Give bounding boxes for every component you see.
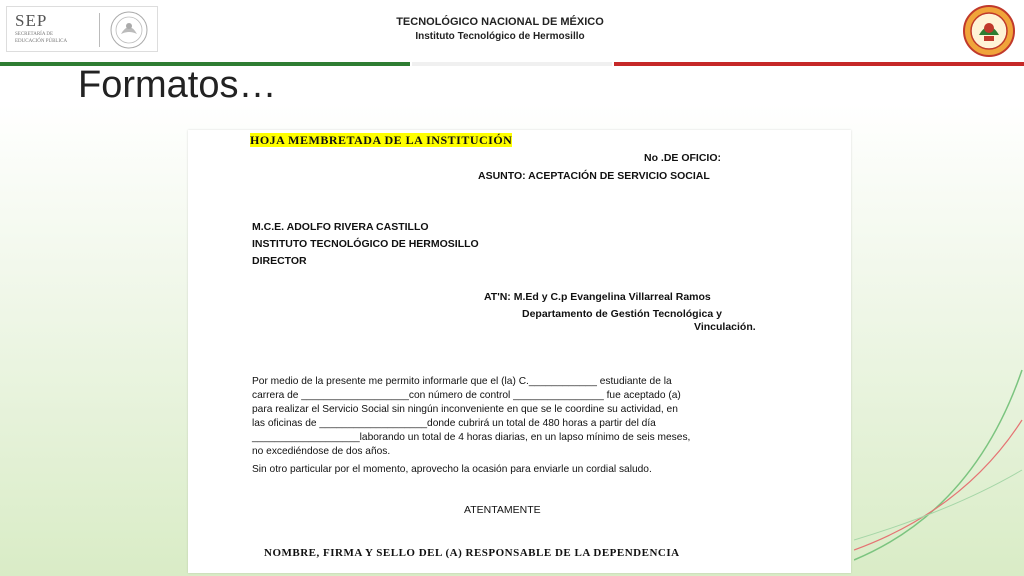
body-line-5: ___________________laborando un total de 4 horas diarias, en un lapso mínimo de seis meses,: [252, 432, 691, 443]
header-bar-red: [614, 62, 1024, 66]
sep-logo-text: SEP: [15, 11, 48, 30]
sep-logo: [6, 6, 158, 52]
sep-logo-divider: [99, 13, 100, 47]
body-line-6: no excediéndose de dos años.: [252, 446, 391, 457]
decorative-curves: [854, 360, 1024, 576]
sep-logo-subtitle-2: EDUCACIÓN PÚBLICA: [15, 39, 68, 44]
addressee-institution: INSTITUTO TECNOLÓGICO DE HERMOSILLO: [252, 238, 479, 250]
department-line-1: Departamento de Gestión Tecnológica y: [522, 308, 722, 320]
header-bar-white: [412, 62, 612, 66]
attention-line: AT'N: M.Ed y C.p Evangelina Villarreal Ramos: [484, 291, 711, 303]
office-number: No .DE OFICIO:: [644, 152, 721, 164]
addressee-title: DIRECTOR: [252, 255, 307, 267]
ith-logo-icon: [962, 4, 1016, 58]
institution-title: [360, 16, 640, 42]
document-image: [188, 130, 851, 573]
subject-line: ASUNTO: ACEPTACIÓN DE SERVICIO SOCIAL: [478, 170, 710, 182]
signature-line: NOMBRE, FIRMA Y SELLO DEL (A) RESPONSABLE DE LA DEPENDENCIA: [264, 547, 680, 559]
letterhead-placeholder: [250, 133, 512, 148]
sep-logo-subtitle-1: SECRETARÍA DE: [15, 32, 54, 37]
slide-title: Formatos…: [78, 64, 277, 106]
institution-line-1: TECNOLÓGICO NACIONAL DE MÉXICO: [396, 16, 604, 28]
body-line-2: carrera de ___________________con número de control ________________ fue aceptado (a): [252, 390, 681, 401]
department-line-2: Vinculación.: [694, 321, 756, 333]
closing-line: Sin otro particular por el momento, aprovecho la ocasión para enviarle un cordial saludo.: [252, 464, 652, 475]
body-line-4: las oficinas de ___________________donde cubrirá un total de 480 horas a partir del día: [252, 418, 656, 429]
letterhead-text: HOJA MEMBRETADA DE LA INSTITUCIÓN: [250, 133, 513, 147]
addressee-name: M.C.E. ADOLFO RIVERA CASTILLO: [252, 221, 429, 233]
mexico-seal-icon: [109, 10, 149, 50]
institution-line-2: Instituto Tecnológico de Hermosillo: [415, 31, 585, 42]
sign-off: ATENTAMENTE: [464, 504, 541, 516]
body-line-1: Por medio de la presente me permito informarle que el (la) C.____________ estudiante de la: [252, 376, 672, 387]
slide-header: [0, 0, 1024, 70]
body-line-3: para realizar el Servicio Social sin ningún inconveniente en que se le coordine su actividad, en: [252, 404, 678, 415]
